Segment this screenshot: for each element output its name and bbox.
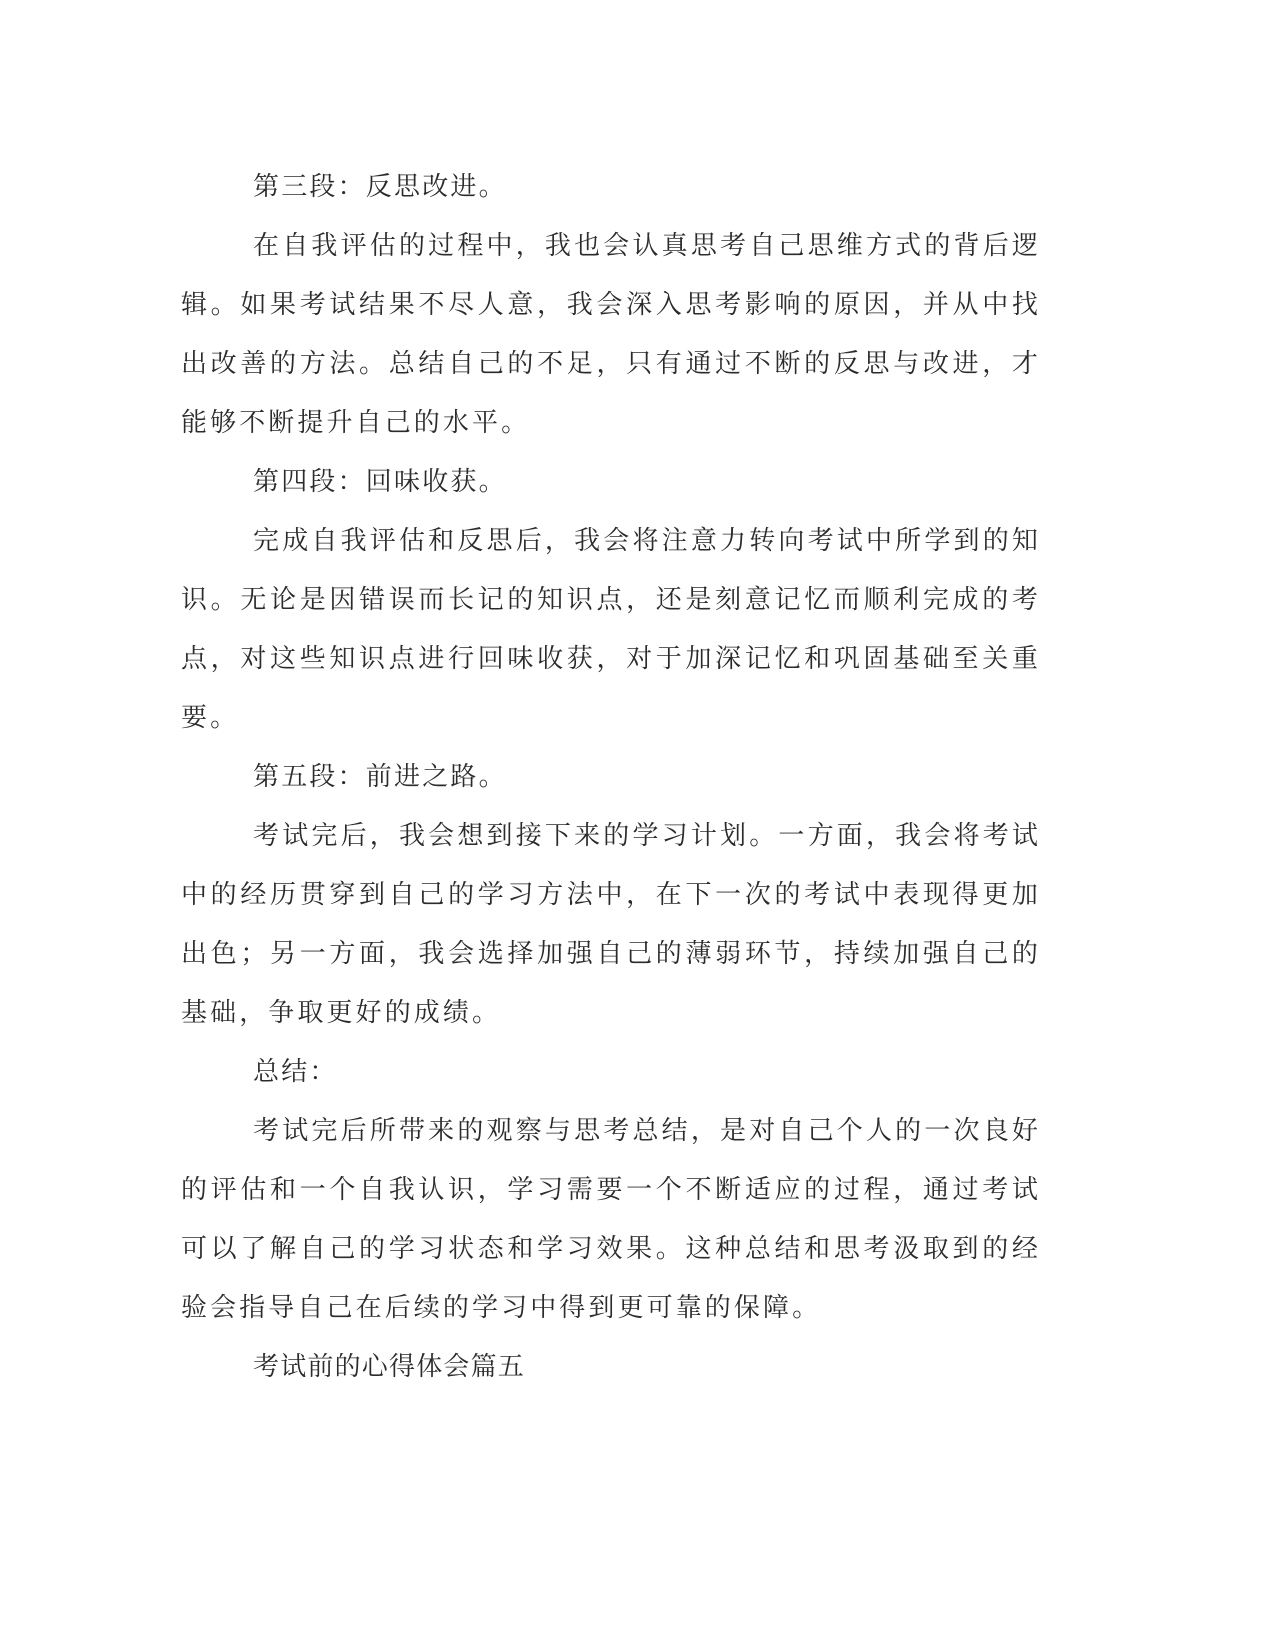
section-4-heading: 第四段：回味收获。 — [253, 467, 507, 497]
section-5-paragraph: 考试完后，我会想到接下来的学习计划。一方面，我会将考试中的经历贯穿到自己的学习方法中，在下一次的考试中表现得更加出色；另一方面，我会选择加强自己的薄弱环节，持续加强自己的基础，争取更好的成绩。 — [181, 821, 1041, 1028]
summary-heading: 总结： — [253, 1057, 338, 1087]
summary-paragraph: 考试完后所带来的观察与思考总结，是对自己个人的一次良好的评估和一个自我认识，学习需要一个不断适应的过程，通过考试可以了解自己的学习状态和学习效果。这种总结和思考汲取到的经验会指导自己在后续的学习中得到更可靠的保障。 — [181, 1116, 1041, 1323]
next-article-title: 考试前的心得体会篇五 — [253, 1352, 526, 1382]
section-5-heading: 第五段：前进之路。 — [253, 762, 507, 792]
section-4-paragraph: 完成自我评估和反思后，我会将注意力转向考试中所学到的知识。无论是因错误而长记的知识点，还是刻意记忆而顺利完成的考点，对这些知识点进行回味收获，对于加深记忆和巩固基础至关重要。 — [181, 526, 1041, 733]
section-3-heading: 第三段：反思改进。 — [253, 172, 507, 202]
document-body — [181, 158, 1041, 1397]
section-3-paragraph: 在自我评估的过程中，我也会认真思考自己思维方式的背后逻辑。如果考试结果不尽人意，我会深入思考影响的原因，并从中找出改善的方法。总结自己的不足，只有通过不断的反思与改进，才能够不断提升自己的水平。 — [181, 231, 1041, 438]
